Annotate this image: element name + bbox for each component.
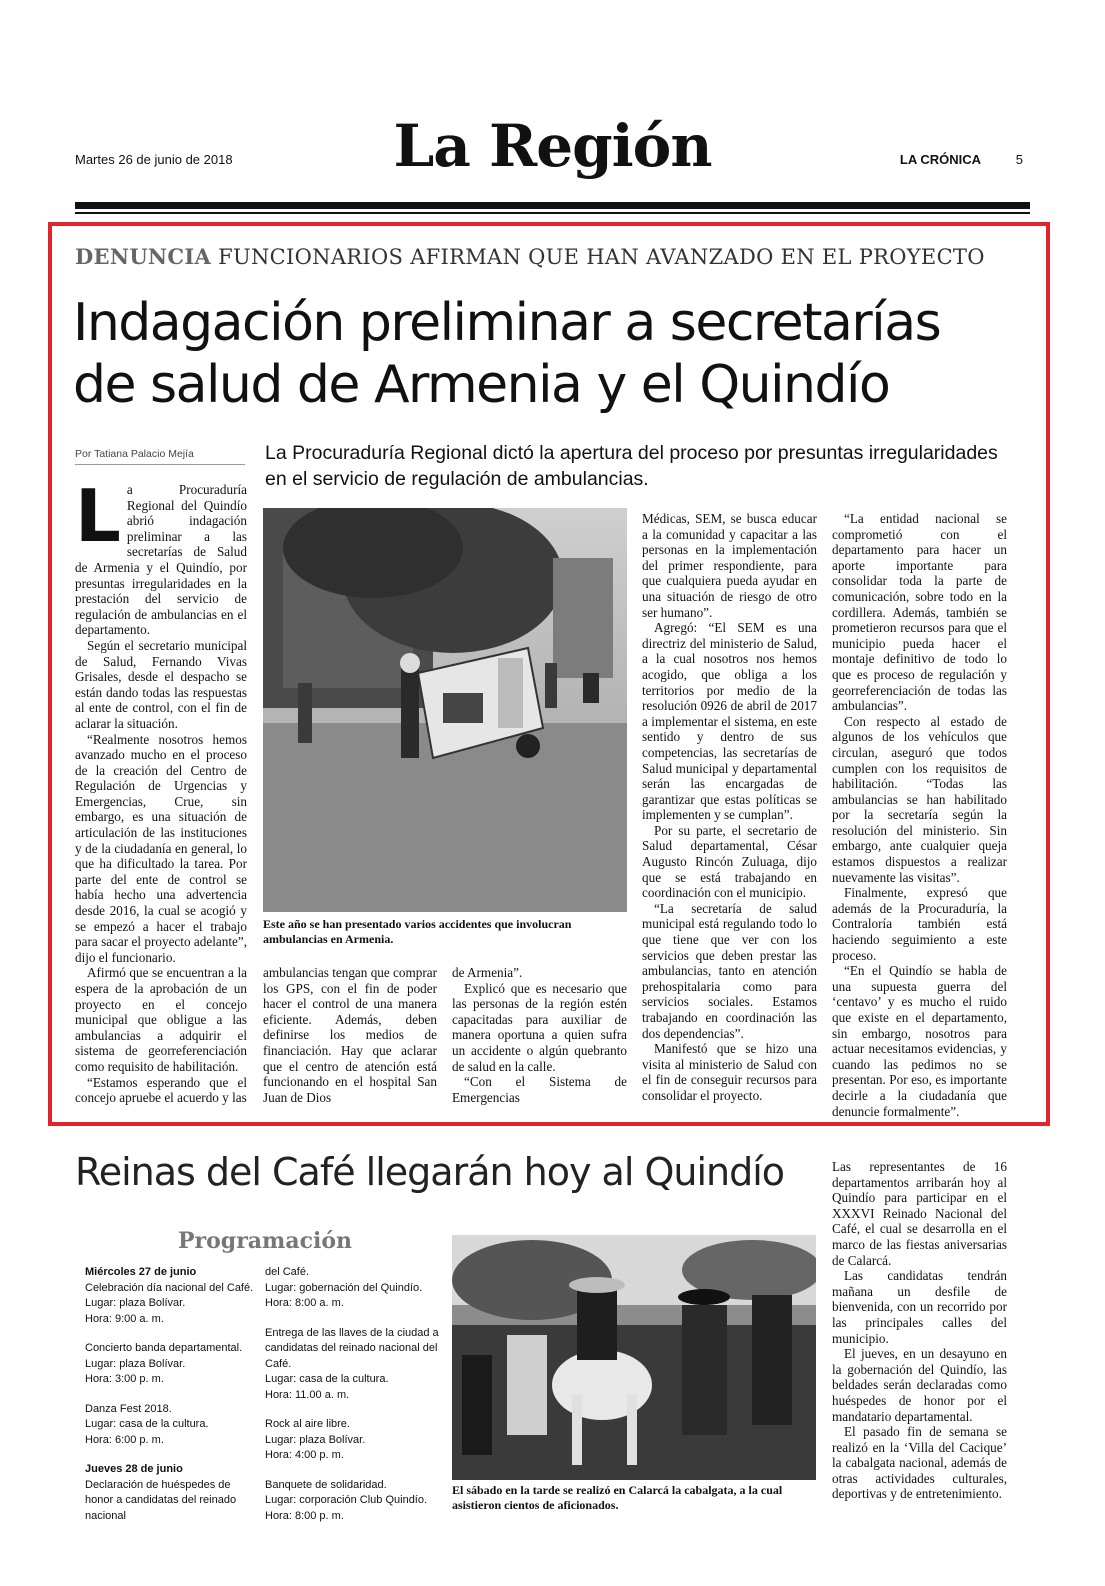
program-item bbox=[85, 1402, 255, 1449]
program-line: Lugar: corporación Club Quindío. bbox=[265, 1494, 428, 1506]
program-line: Hora: 8:00 p. m. bbox=[265, 1509, 344, 1522]
paragraph: “Realmente nosotros hemos avanzado mucho en el proceso de la creación del Centro de Regulación de Urgencias y Emergencias, Crue, sin embargo, es una situación de articulación de las instituciones y de la ciudadanía en general, lo que ha dificultado la tarea. Por parte del ente de control se había hecho una advertencia desde 2016, la cual se acogió y se empezó a hacer el trabajo para sacar el proyecto adelante”, dijo el funcionario. bbox=[75, 731, 247, 965]
program-item bbox=[85, 1341, 255, 1388]
article-headline bbox=[73, 292, 1033, 416]
paragraph: “Con el Sistema de Emergencias bbox=[452, 1074, 627, 1105]
article-column-4 bbox=[642, 511, 817, 1104]
cabalgata-photo bbox=[452, 1235, 816, 1480]
program-line: del Café. bbox=[265, 1266, 310, 1278]
masthead-rule-thin bbox=[75, 212, 1030, 214]
program-line: Declaración de huéspedes de honor a candidatas del reinado nacional bbox=[85, 1478, 237, 1522]
program-column-2 bbox=[265, 1265, 440, 1538]
paragraph: Explicó que es necesario que las personas de la región estén capacitadas para auxiliar de manera oportuna a quien sufra un accidente o algún quebranto de salud en la calle. bbox=[452, 980, 627, 1074]
program-line: Hora: 4:00 p. m. bbox=[265, 1449, 344, 1461]
program-line: Entrega de las llaves de la ciudad a candidatas del reinado nacional del Café. bbox=[265, 1326, 439, 1370]
program-item bbox=[85, 1462, 255, 1524]
program-line: Lugar: plaza Bolívar. bbox=[85, 1297, 186, 1309]
paragraph: “La entidad nacional se comprometió con el departamento para hacer un aporte importante para consolidar toda la parte de comunicación, sobre todo en la cordillera. Además, también se prometieron recursos para que el municipio pueda hacer el montaje definitivo de todo lo que es proceso de regulación y georreferenciación de todas las ambulancias”. bbox=[832, 511, 1007, 714]
kicker-label: DENUNCIA bbox=[75, 244, 212, 269]
program-line: Lugar: plaza Bolívar. bbox=[85, 1357, 186, 1370]
paragraph: a Procuraduría Regional del Quindío abrió indagación preliminar a las secretarías de Salud de Armenia y el Quindío, por presuntas irregularidades en la prestación del servicio de regulación de ambulancias en el departamento. bbox=[75, 482, 247, 638]
paragraph: Finalmente, expresó que además de la Procuraduría, la Contraloría también está haciendo seguimiento a este proceso. bbox=[832, 885, 1007, 963]
program-line: Hora: 11.00 a. m. bbox=[265, 1388, 350, 1401]
program-item bbox=[265, 1478, 440, 1525]
article-kicker bbox=[75, 244, 985, 269]
article-column-3 bbox=[452, 965, 627, 1105]
photo-caption: El sábado en la tarde se realizó en Calarcá la cabalgata, a la cual asistieron cientos de aficionados. bbox=[452, 1483, 783, 1512]
paragraph: ambulancias tengan que comprar los GPS, con el fin de poder hacer el control de una manera eficiente. Además, deben definirse los medios de financiación. Hay que aclarar que el centro de atención está funcionando en el hospital San Juan de Dios bbox=[263, 965, 437, 1105]
program-item bbox=[85, 1265, 255, 1327]
secondary-headline: Reinas del Café llegarán hoy al Quindío bbox=[75, 1150, 785, 1194]
program-item bbox=[265, 1417, 440, 1464]
kicker-text: FUNCIONARIOS AFIRMAN QUE HAN AVANZADO EN EL PROYECTO bbox=[218, 245, 985, 269]
program-line: Hora: 8:00 a. m. bbox=[265, 1297, 344, 1309]
program-line: Concierto banda departamental. bbox=[85, 1342, 243, 1354]
paragraph: “Estamos esperando que el concejo apruebe el acuerdo y las bbox=[75, 1074, 247, 1106]
paragraph: Las candidatas tendrán mañana un desfile de bienvenida, con un recorrido por las principales calles del municipio. bbox=[832, 1268, 1007, 1346]
page-number: 5 bbox=[1015, 152, 1023, 167]
section-title: La Región bbox=[393, 112, 712, 180]
paragraph: “La secretaría de salud municipal está regulando todo lo que tiene que ver con los servicios que deben prestar las ambulancias, tanto en atención prehospitalaria como para servicios sociales. Estamos trabajando en coordinación las dos dependencias”. bbox=[642, 900, 817, 1041]
program-line: Lugar: gobernación del Quindío. bbox=[265, 1281, 423, 1294]
paragraph: de Armenia”. bbox=[452, 965, 523, 980]
program-line: Banquete de solidaridad. bbox=[265, 1478, 387, 1491]
program-line: Rock al aire libre. bbox=[265, 1418, 350, 1430]
paragraph: “En el Quindío se habla de una supuesta guerra del ‘centavo’ y es mucho el ruido que existe en el departamento, sin embargo, nosotros para actuar necesitamos evidencias, y cuando las pedimos no se presentan. Por eso, es importante decirle a la ciudadanía que denuncie formalmente”. bbox=[832, 963, 1007, 1119]
secondary-article-column bbox=[832, 1159, 1007, 1502]
headline-line-2: de salud de Armenia y el Quindío bbox=[73, 355, 890, 415]
program-line: Hora: 6:00 p. m. bbox=[85, 1433, 164, 1446]
program-title: Programación bbox=[178, 1228, 352, 1254]
program-day: Jueves 28 de junio bbox=[85, 1463, 183, 1475]
program-item bbox=[265, 1326, 440, 1404]
masthead-rule bbox=[75, 202, 1030, 209]
program-line: Lugar: casa de la cultura. bbox=[85, 1418, 209, 1430]
program-day: Miércoles 27 de junio bbox=[85, 1266, 197, 1278]
paragraph: Por su parte, el secretario de Salud departamental, César Augusto Rincón Zuluaga, dijo que se está trabajando en coordinación con el municipio. bbox=[642, 822, 817, 901]
publication-name: LA CRÓNICA bbox=[899, 152, 981, 167]
paragraph: Con respecto al estado de algunos de los vehículos que circulan, aseguró que todos cumplen con los requisitos de habilitación. “Todas las ambulancias se han habilitado por la secretaría según la resolución del ministerio. Sin embargo, ante cualquier queja estamos dispuestos a realizar nuevamente las visitas”. bbox=[832, 713, 1007, 885]
byline: Por Tatiana Palacio Mejía bbox=[75, 448, 245, 465]
article-column-1 bbox=[75, 474, 247, 1106]
paragraph: El jueves, en un desayuno en la gobernación del Quindío, las beldades serán declaradas como huéspedes de honor por el mandatario departamental. bbox=[832, 1346, 1007, 1424]
paragraph: Según el secretario municipal de Salud, Fernando Vivas Grisales, desde el despacho se están dando todas las respuestas al ente de control, con el fin de aclarar la situación. bbox=[75, 637, 247, 731]
ambulance-accident-photo bbox=[263, 508, 627, 912]
program-line: Lugar: casa de la cultura. bbox=[265, 1373, 389, 1385]
drop-cap: L bbox=[75, 474, 121, 558]
program-column-1 bbox=[85, 1265, 255, 1538]
program-line: Danza Fest 2018. bbox=[85, 1402, 172, 1415]
paragraph: El pasado fin de semana se realizó en la ‘Villa del Cacique’ la cabalgata nacional, además de otras actividades culturales, deportivas y de entretenimiento. bbox=[832, 1424, 1007, 1502]
program-line: Hora: 9:00 a. m. bbox=[85, 1312, 164, 1325]
program-line: Celebración día nacional del Café. bbox=[85, 1281, 254, 1294]
program-line: Hora: 3:00 p. m. bbox=[85, 1373, 164, 1385]
paragraph: Afirmó que se encuentran a la espera de la aprobación de un proyecto en el concejo municipal que obligue a las ambulancias a adquirir el sistema de georreferenciación como requisito de habilitación. bbox=[75, 965, 247, 1074]
program-line: Lugar: plaza Bolívar. bbox=[265, 1433, 366, 1446]
headline-line-1: Indagación preliminar a secretarías bbox=[73, 293, 941, 353]
edition-date: Martes 26 de junio de 2018 bbox=[75, 152, 233, 167]
paragraph: Médicas, SEM, se busca educar a la comunidad y capacitar a las personas en la implementación del primer respondiente, para que cualquiera pueda ayudar en una situación de riesgo de otro ser humano”. bbox=[642, 511, 817, 620]
program-item bbox=[265, 1265, 440, 1312]
article-deck: La Procuraduría Regional dictó la apertura del proceso por presuntas irregularidades en el servicio de regulación de ambulancias. bbox=[265, 442, 998, 490]
paragraph: Las representantes de 16 departamentos arribarán hoy al Quindío para participar en el XXXVI Reinado Nacional del Café, el cual se desarrolla en el marco de las fiestas aniversarias de Calarcá. bbox=[832, 1159, 1007, 1268]
paragraph: Manifestó que se hizo una visita al ministerio de Salud con el fin de conseguir recursos para consolidar el proyecto. bbox=[642, 1041, 817, 1103]
photo-caption: Este año se han presentado varios accidentes que involucran ambulancias en Armenia. bbox=[263, 917, 572, 946]
article-column-5 bbox=[832, 511, 1007, 1119]
paragraph: Agregó: “El SEM es una directriz del ministerio de Salud, a la cual nosotros nos hemos acogido, que obliga a los territorios por medio de la resolución 0926 de abril de 2017 a implementar el sistema, en este sentido y dentro de sus competencias, las secretarías de Salud municipal y departamental serán las encargadas de garantizar que estas políticas se implementen y se cumplan”. bbox=[642, 620, 817, 823]
article-column-2 bbox=[263, 965, 437, 1105]
